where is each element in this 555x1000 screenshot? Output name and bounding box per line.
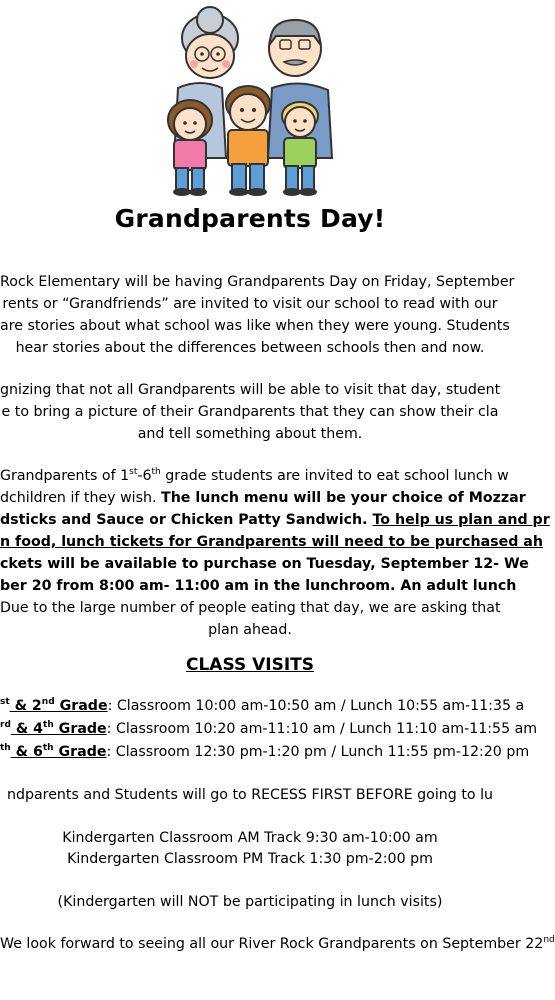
kindergarten-am: Kindergarten Classroom AM Track 9:30 am-10:00 am	[62, 830, 438, 846]
plan-ahead-line: plan ahead.	[208, 622, 292, 638]
superscript: th	[151, 467, 161, 477]
schedule-detail: : Classroom 10:20 am-11:10 am / Lunch 11:10 am-11:55 am	[106, 721, 538, 737]
page-title: Grandparents Day!	[114, 204, 386, 233]
text: -6	[137, 468, 152, 484]
grade-label-text: Grade	[53, 744, 107, 760]
grade-label-text: Grade	[54, 698, 108, 714]
superscript: th	[43, 720, 54, 730]
schedule-row	[0, 720, 538, 738]
grade-label	[11, 721, 107, 737]
grade-label-text: & 6	[10, 744, 43, 760]
superscript: st	[129, 467, 138, 477]
grandparents-clipart	[160, 8, 340, 198]
paragraph-1-line: are stories about what school was like when they were young. Students	[0, 318, 510, 334]
ticket-dates-bold: ckets will be available to purchase on Tuesday, September 12- We	[0, 556, 529, 572]
superscript: nd	[41, 697, 55, 707]
grade-label-text: & 2	[9, 698, 42, 714]
recess-note: ndparents and Students will go to RECESS FIRST BEFORE going to lu	[6, 787, 494, 803]
grade-label	[10, 698, 108, 714]
paragraph-1-line: Rock Elementary will be having Grandparents Day on Friday, September	[0, 274, 515, 290]
class-visits-heading: CLASS VISITS	[186, 655, 314, 675]
kindergarten-pm: Kindergarten Classroom PM Track 1:30 pm-2:00 pm	[67, 851, 433, 867]
schedule-row	[0, 743, 530, 761]
ticket-notice-bold: To help us plan and pr	[372, 512, 550, 528]
superscript: th	[42, 743, 54, 753]
ticket-notice-line	[0, 533, 543, 551]
ticket-dates-bold: ber 20 from 8:00 am- 11:00 am in the lunchroom. An adult lunch	[0, 578, 517, 594]
text: Grandparents of 1	[0, 468, 130, 484]
paragraph-1-line: rents or “Grandfriends” are invited to visit our school to read with our	[2, 296, 498, 312]
paragraph-2-line: and tell something about them.	[137, 426, 363, 442]
superscript: st	[0, 697, 10, 707]
paragraph-1-line: hear stories about the differences between schools then and now.	[15, 340, 485, 356]
grade-label-text: & 4	[10, 721, 44, 737]
schedule-detail: : Classroom 10:00 am-10:50 am / Lunch 10:55 am-11:35 a	[107, 698, 525, 714]
ticket-dates-line	[0, 577, 517, 595]
superscript: nd	[543, 935, 555, 945]
closing-line	[0, 935, 555, 953]
closing-text: We look forward to seeing all our River Rock Grandparents on September 22	[0, 936, 544, 952]
superscript: th	[0, 743, 11, 753]
superscript: rd	[0, 720, 11, 730]
kindergarten-note: (Kindergarten will NOT be participating in lunch visits)	[57, 894, 443, 910]
lunch-menu-bold: The lunch menu will be your choice of Mozzar	[161, 490, 526, 506]
lunch-menu-line	[0, 489, 526, 507]
schedule-row	[0, 697, 525, 715]
paragraph-2-line: e to bring a picture of their Grandparents that they can show their cla	[1, 404, 499, 420]
text: grade students are invited to eat school lunch w	[160, 468, 509, 484]
lunch-menu-line	[0, 511, 550, 529]
plan-ahead-line: Due to the large number of people eating that day, we are asking that	[0, 600, 501, 616]
grade-label	[11, 744, 107, 760]
lunch-menu-bold: dsticks and Sauce or Chicken Patty Sandwich.	[0, 512, 373, 528]
ticket-notice-bold: n food, lunch tickets for Grandparents will need to be purchased ah	[0, 534, 543, 550]
lunch-invite-line	[0, 467, 509, 485]
ticket-dates-line	[0, 555, 529, 573]
schedule-detail: : Classroom 12:30 pm-1:20 pm / Lunch 11:55 pm-12:20 pm	[106, 744, 530, 760]
grade-label-text: Grade	[53, 721, 107, 737]
text: dchildren if they wish.	[0, 490, 162, 506]
paragraph-2-line: gnizing that not all Grandparents will be able to visit that day, student	[0, 382, 501, 398]
